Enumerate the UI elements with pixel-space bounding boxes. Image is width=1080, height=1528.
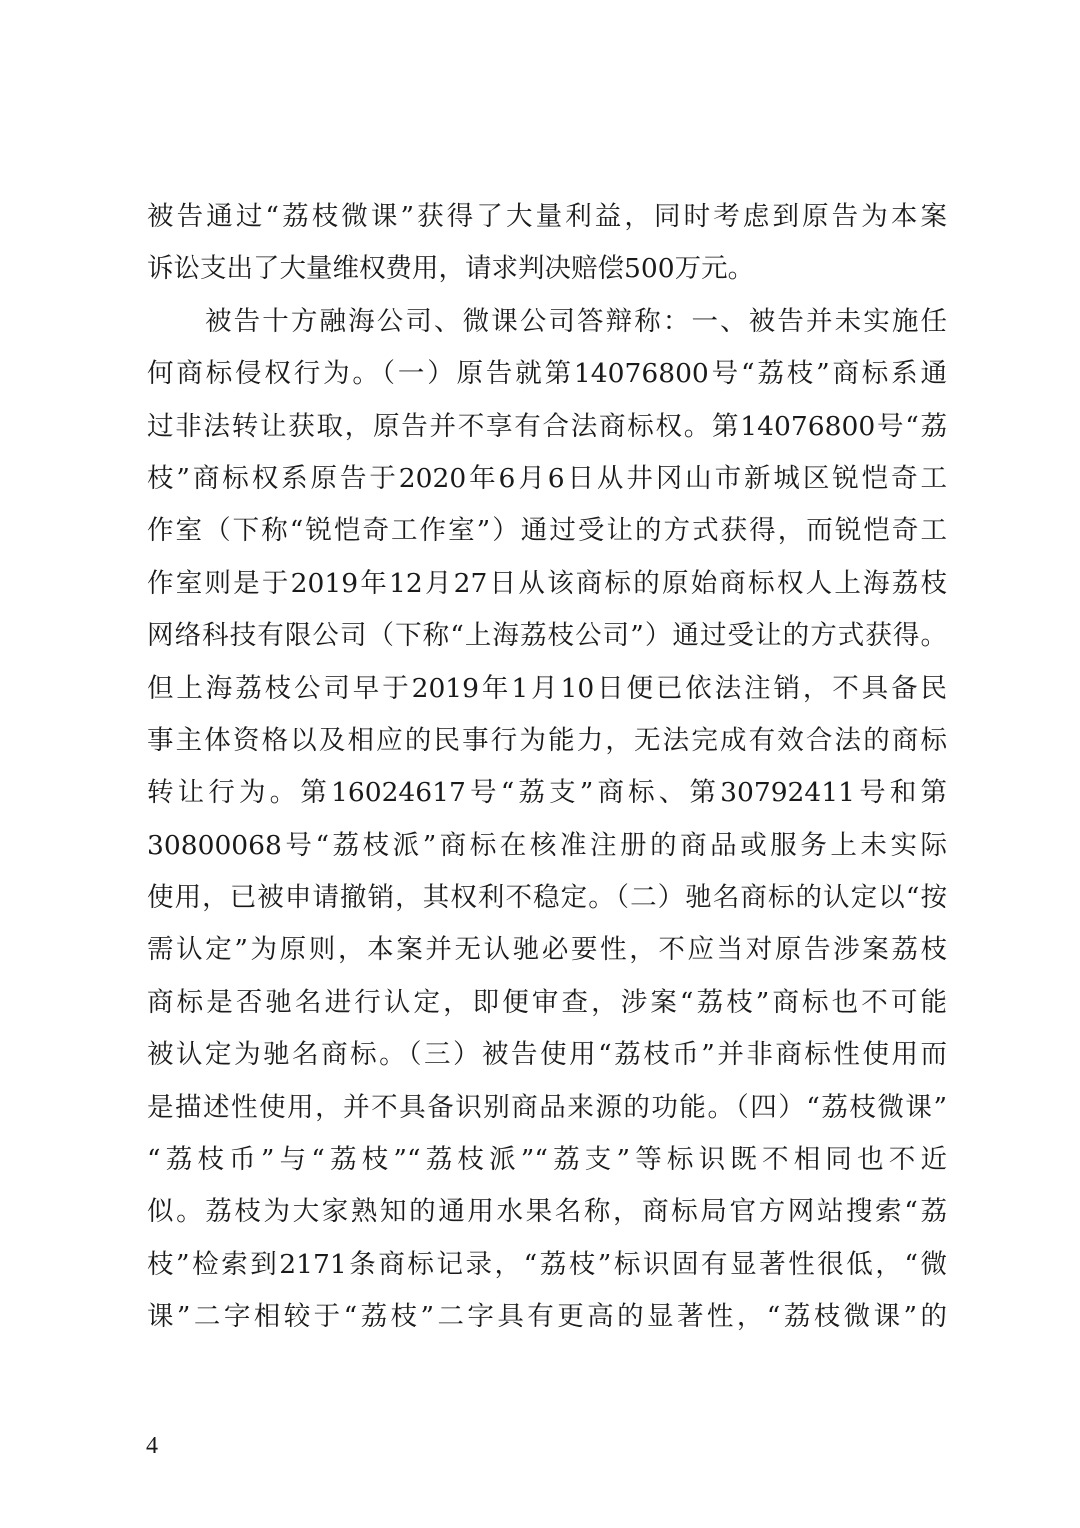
text-line: 网络科技有限公司（下称“上海荔枝公司”）通过受让的方式获得。	[147, 620, 947, 652]
text-line: 被告十方融海公司、微课公司答辩称：一、被告并未实施任	[205, 305, 947, 337]
text-line: 商标是否驰名进行认定，即便审查，涉案“荔枝”商标也不可能	[147, 986, 947, 1018]
document-body	[147, 191, 947, 1344]
text-line: 似。荔枝为大家熟知的通用水果名称，商标局官方网站搜索“荔	[147, 1196, 947, 1228]
text-line: 是描述性使用，并不具备识别商品来源的功能。（四）“荔枝微课”	[147, 1091, 947, 1123]
text-line: 但上海荔枝公司早于2019年1月10日便已依法注销，不具备民	[147, 672, 947, 704]
text-line: 诉讼支出了大量维权费用，请求判决赔偿500万元。	[147, 253, 755, 285]
text-line: 被告通过“荔枝微课”获得了大量利益，同时考虑到原告为本案	[147, 201, 947, 232]
text-line: 被认定为驰名商标。（三）被告使用“荔枝币”并非商标性使用而	[147, 1039, 947, 1071]
page-number: 4	[146, 1433, 158, 1459]
text-line: 需认定”为原则，本案并无认驰必要性，不应当对原告涉案荔枝	[147, 934, 947, 966]
text-line: 使用，已被申请撤销，其权利不稳定。（二）驰名商标的认定以“按	[147, 882, 947, 914]
text-line: 过非法转让获取，原告并不享有合法商标权。第14076800号“荔	[147, 410, 947, 442]
text-line: 作室则是于2019年12月27日从该商标的原始商标权人上海荔枝	[147, 567, 947, 599]
text-line: 课”二字相较于“荔枝”二字具有更高的显著性，“荔枝微课”的	[147, 1301, 947, 1333]
text-line: 何商标侵权行为。（一）原告就第14076800号“荔枝”商标系通	[147, 358, 947, 390]
text-line: 事主体资格以及相应的民事行为能力，无法完成有效合法的商标	[147, 724, 947, 756]
text-line: “荔枝币”与“荔枝”“荔枝派”“荔支”等标识既不相同也不近	[147, 1144, 947, 1176]
text-line: 转让行为。第16024617号“荔支”商标、第30792411号和第	[147, 777, 947, 809]
text-line: 枝”商标权系原告于2020年6月6日从井冈山市新城区锐恺奇工	[147, 462, 947, 494]
text-line: 30800068号“荔枝派”商标在核准注册的商品或服务上未实际	[147, 829, 947, 861]
text-line: 作室（下称“锐恺奇工作室”）通过受让的方式获得，而锐恺奇工	[147, 515, 947, 547]
text-line: 枝”检索到2171条商标记录，“荔枝”标识固有显著性很低，“微	[147, 1248, 947, 1280]
